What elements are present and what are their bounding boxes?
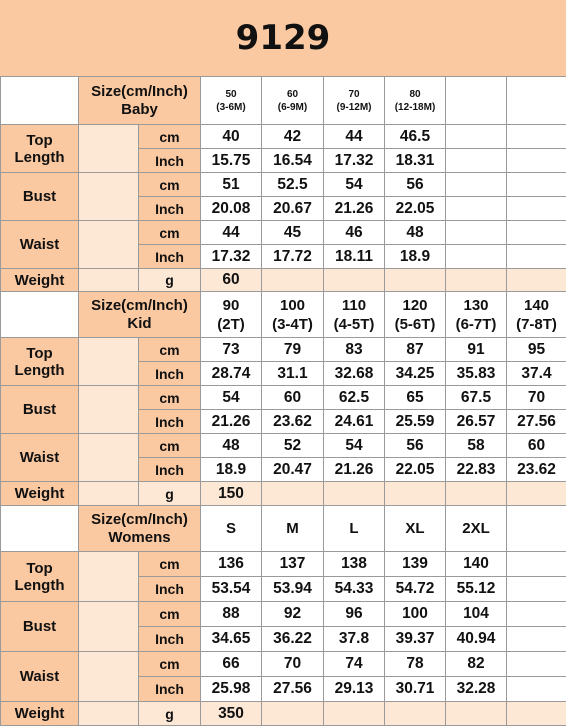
value-cell: 16.54 [262, 149, 324, 173]
header-row [1, 292, 566, 338]
unit-label: Inch [139, 677, 201, 702]
weight-value: 150 [201, 482, 262, 506]
value-cell: 18.31 [385, 149, 446, 173]
value-cell: 137 [262, 552, 324, 577]
empty-cell [262, 269, 324, 292]
spacer-cell [79, 173, 139, 221]
value-cell: 17.32 [201, 245, 262, 269]
value-cell: 29.13 [324, 677, 385, 702]
blank-cell [1, 77, 79, 125]
value-cell: 54 [324, 434, 385, 458]
spacer-cell [79, 221, 139, 269]
unit-label: cm [139, 552, 201, 577]
value-cell: 55.12 [446, 577, 507, 602]
blank-cell [1, 292, 79, 338]
value-cell: 54 [324, 173, 385, 197]
value-cell: 56 [385, 173, 446, 197]
spacer-cell [79, 602, 139, 652]
size-label: L [324, 506, 385, 552]
spacer-cell [79, 125, 139, 173]
value-cell: 27.56 [507, 410, 566, 434]
empty-cell [446, 482, 507, 506]
size-label: 90 (2T) [201, 292, 262, 338]
value-cell: 67.5 [446, 386, 507, 410]
value-cell [446, 197, 507, 221]
value-cell: 18.9 [201, 458, 262, 482]
spacer-cell [79, 338, 139, 386]
value-cell: 136 [201, 552, 262, 577]
measure-label: Bust [1, 173, 79, 221]
header-row [1, 506, 566, 552]
value-cell: 53.94 [262, 577, 324, 602]
value-cell: 25.98 [201, 677, 262, 702]
value-cell: 74 [324, 652, 385, 677]
weight-row [1, 702, 566, 726]
value-cell [446, 125, 507, 149]
value-cell: 83 [324, 338, 385, 362]
measure-row-cm [1, 386, 566, 410]
value-cell: 140 [446, 552, 507, 577]
unit-label: Inch [139, 577, 201, 602]
value-cell: 34.25 [385, 362, 446, 386]
empty-cell [262, 482, 324, 506]
value-cell: 100 [385, 602, 446, 627]
weight-label: Weight [1, 482, 79, 506]
value-cell [507, 245, 566, 269]
value-cell [507, 221, 566, 245]
measure-row-cm [1, 173, 566, 197]
value-cell: 46.5 [385, 125, 446, 149]
value-cell: 88 [201, 602, 262, 627]
value-cell [507, 149, 566, 173]
size-label: XL [385, 506, 446, 552]
weight-label: Weight [1, 702, 79, 726]
unit-label: Inch [139, 149, 201, 173]
value-cell: 22.05 [385, 197, 446, 221]
value-cell [446, 173, 507, 197]
measure-row-cm [1, 552, 566, 577]
empty-cell [324, 702, 385, 726]
value-cell: 37.8 [324, 627, 385, 652]
size-chart-table [0, 76, 566, 726]
size-label: 110 (4-5T) [324, 292, 385, 338]
size-label: S [201, 506, 262, 552]
header-row [1, 77, 566, 125]
value-cell [507, 677, 566, 702]
measure-label: Bust [1, 602, 79, 652]
value-cell: 48 [201, 434, 262, 458]
weight-value: 60 [201, 269, 262, 292]
size-header: Size(cm/Inch) Baby [79, 77, 201, 125]
value-cell: 23.62 [507, 458, 566, 482]
size-label: 60 (6-9M) [262, 77, 324, 125]
unit-label: cm [139, 434, 201, 458]
value-cell: 32.68 [324, 362, 385, 386]
value-cell [507, 627, 566, 652]
value-cell: 36.22 [262, 627, 324, 652]
measure-label: Waist [1, 434, 79, 482]
weight-value: 350 [201, 702, 262, 726]
value-cell: 58 [446, 434, 507, 458]
value-cell: 46 [324, 221, 385, 245]
value-cell: 22.05 [385, 458, 446, 482]
unit-label: Inch [139, 245, 201, 269]
unit-label: Inch [139, 627, 201, 652]
value-cell: 21.26 [201, 410, 262, 434]
value-cell: 39.37 [385, 627, 446, 652]
weight-row [1, 482, 566, 506]
value-cell: 27.56 [262, 677, 324, 702]
value-cell: 31.1 [262, 362, 324, 386]
value-cell [507, 125, 566, 149]
value-cell: 65 [385, 386, 446, 410]
measure-row-cm [1, 652, 566, 677]
value-cell: 91 [446, 338, 507, 362]
empty-cell [446, 269, 507, 292]
value-cell: 22.83 [446, 458, 507, 482]
value-cell: 30.71 [385, 677, 446, 702]
spacer-cell [79, 386, 139, 434]
measure-label: Top Length [1, 125, 79, 173]
value-cell: 62.5 [324, 386, 385, 410]
value-cell: 82 [446, 652, 507, 677]
empty-cell [507, 482, 566, 506]
size-label [507, 77, 566, 125]
measure-row-cm [1, 434, 566, 458]
measure-row-cm [1, 338, 566, 362]
spacer-cell [79, 434, 139, 482]
empty-cell [507, 702, 566, 726]
size-label: 130 (6-7T) [446, 292, 507, 338]
value-cell: 25.59 [385, 410, 446, 434]
empty-cell [385, 482, 446, 506]
unit-label: Inch [139, 197, 201, 221]
size-label [446, 77, 507, 125]
value-cell: 37.4 [507, 362, 566, 386]
size-label [507, 506, 566, 552]
value-cell [507, 173, 566, 197]
value-cell: 26.57 [446, 410, 507, 434]
unit-label: Inch [139, 458, 201, 482]
value-cell: 60 [262, 386, 324, 410]
value-cell: 87 [385, 338, 446, 362]
value-cell: 44 [201, 221, 262, 245]
measure-row-cm [1, 602, 566, 627]
value-cell: 95 [507, 338, 566, 362]
measure-label: Top Length [1, 552, 79, 602]
chart-title: 9129 [0, 0, 566, 77]
value-cell: 104 [446, 602, 507, 627]
spacer-cell [79, 702, 139, 726]
weight-unit: g [139, 482, 201, 506]
value-cell: 78 [385, 652, 446, 677]
value-cell [446, 245, 507, 269]
value-cell: 17.32 [324, 149, 385, 173]
unit-label: cm [139, 652, 201, 677]
value-cell: 42 [262, 125, 324, 149]
value-cell: 73 [201, 338, 262, 362]
unit-label: cm [139, 602, 201, 627]
spacer-cell [79, 482, 139, 506]
size-label: 50 (3-6M) [201, 77, 262, 125]
value-cell [507, 577, 566, 602]
size-label: 2XL [446, 506, 507, 552]
weight-label: Weight [1, 269, 79, 292]
weight-unit: g [139, 269, 201, 292]
unit-label: cm [139, 173, 201, 197]
value-cell [507, 197, 566, 221]
size-header: Size(cm/Inch) Kid [79, 292, 201, 338]
empty-cell [324, 482, 385, 506]
value-cell: 52.5 [262, 173, 324, 197]
value-cell [446, 221, 507, 245]
blank-cell [1, 506, 79, 552]
value-cell [507, 552, 566, 577]
value-cell: 18.11 [324, 245, 385, 269]
measure-label: Waist [1, 221, 79, 269]
measure-label: Top Length [1, 338, 79, 386]
empty-cell [262, 702, 324, 726]
value-cell: 34.65 [201, 627, 262, 652]
value-cell: 21.26 [324, 197, 385, 221]
value-cell: 52 [262, 434, 324, 458]
measure-label: Bust [1, 386, 79, 434]
value-cell: 60 [507, 434, 566, 458]
unit-label: cm [139, 338, 201, 362]
value-cell [507, 652, 566, 677]
size-label: 140 (7-8T) [507, 292, 566, 338]
value-cell [446, 149, 507, 173]
value-cell: 20.67 [262, 197, 324, 221]
value-cell: 92 [262, 602, 324, 627]
value-cell: 139 [385, 552, 446, 577]
value-cell: 32.28 [446, 677, 507, 702]
value-cell: 35.83 [446, 362, 507, 386]
unit-label: Inch [139, 410, 201, 434]
size-header: Size(cm/Inch) Womens [79, 506, 201, 552]
value-cell: 51 [201, 173, 262, 197]
value-cell: 20.47 [262, 458, 324, 482]
value-cell: 96 [324, 602, 385, 627]
spacer-cell [79, 652, 139, 702]
measure-row-cm [1, 125, 566, 149]
value-cell [507, 602, 566, 627]
spacer-cell [79, 552, 139, 602]
value-cell: 66 [201, 652, 262, 677]
value-cell: 54 [201, 386, 262, 410]
value-cell: 24.61 [324, 410, 385, 434]
value-cell: 138 [324, 552, 385, 577]
value-cell: 48 [385, 221, 446, 245]
unit-label: Inch [139, 362, 201, 386]
value-cell: 17.72 [262, 245, 324, 269]
spacer-cell [79, 269, 139, 292]
size-label: 80 (12-18M) [385, 77, 446, 125]
measure-label: Waist [1, 652, 79, 702]
value-cell: 54.72 [385, 577, 446, 602]
weight-row [1, 269, 566, 292]
value-cell: 70 [507, 386, 566, 410]
value-cell: 21.26 [324, 458, 385, 482]
unit-label: cm [139, 221, 201, 245]
value-cell: 53.54 [201, 577, 262, 602]
measure-row-cm [1, 221, 566, 245]
empty-cell [324, 269, 385, 292]
unit-label: cm [139, 125, 201, 149]
size-label: 100 (3-4T) [262, 292, 324, 338]
value-cell: 40.94 [446, 627, 507, 652]
empty-cell [507, 269, 566, 292]
value-cell: 18.9 [385, 245, 446, 269]
value-cell: 28.74 [201, 362, 262, 386]
value-cell: 56 [385, 434, 446, 458]
value-cell: 45 [262, 221, 324, 245]
value-cell: 23.62 [262, 410, 324, 434]
unit-label: cm [139, 386, 201, 410]
value-cell: 40 [201, 125, 262, 149]
empty-cell [385, 269, 446, 292]
size-label: 120 (5-6T) [385, 292, 446, 338]
empty-cell [385, 702, 446, 726]
value-cell: 15.75 [201, 149, 262, 173]
value-cell: 70 [262, 652, 324, 677]
size-label: M [262, 506, 324, 552]
size-label: 70 (9-12M) [324, 77, 385, 125]
value-cell: 44 [324, 125, 385, 149]
weight-unit: g [139, 702, 201, 726]
value-cell: 20.08 [201, 197, 262, 221]
empty-cell [446, 702, 507, 726]
value-cell: 79 [262, 338, 324, 362]
value-cell: 54.33 [324, 577, 385, 602]
